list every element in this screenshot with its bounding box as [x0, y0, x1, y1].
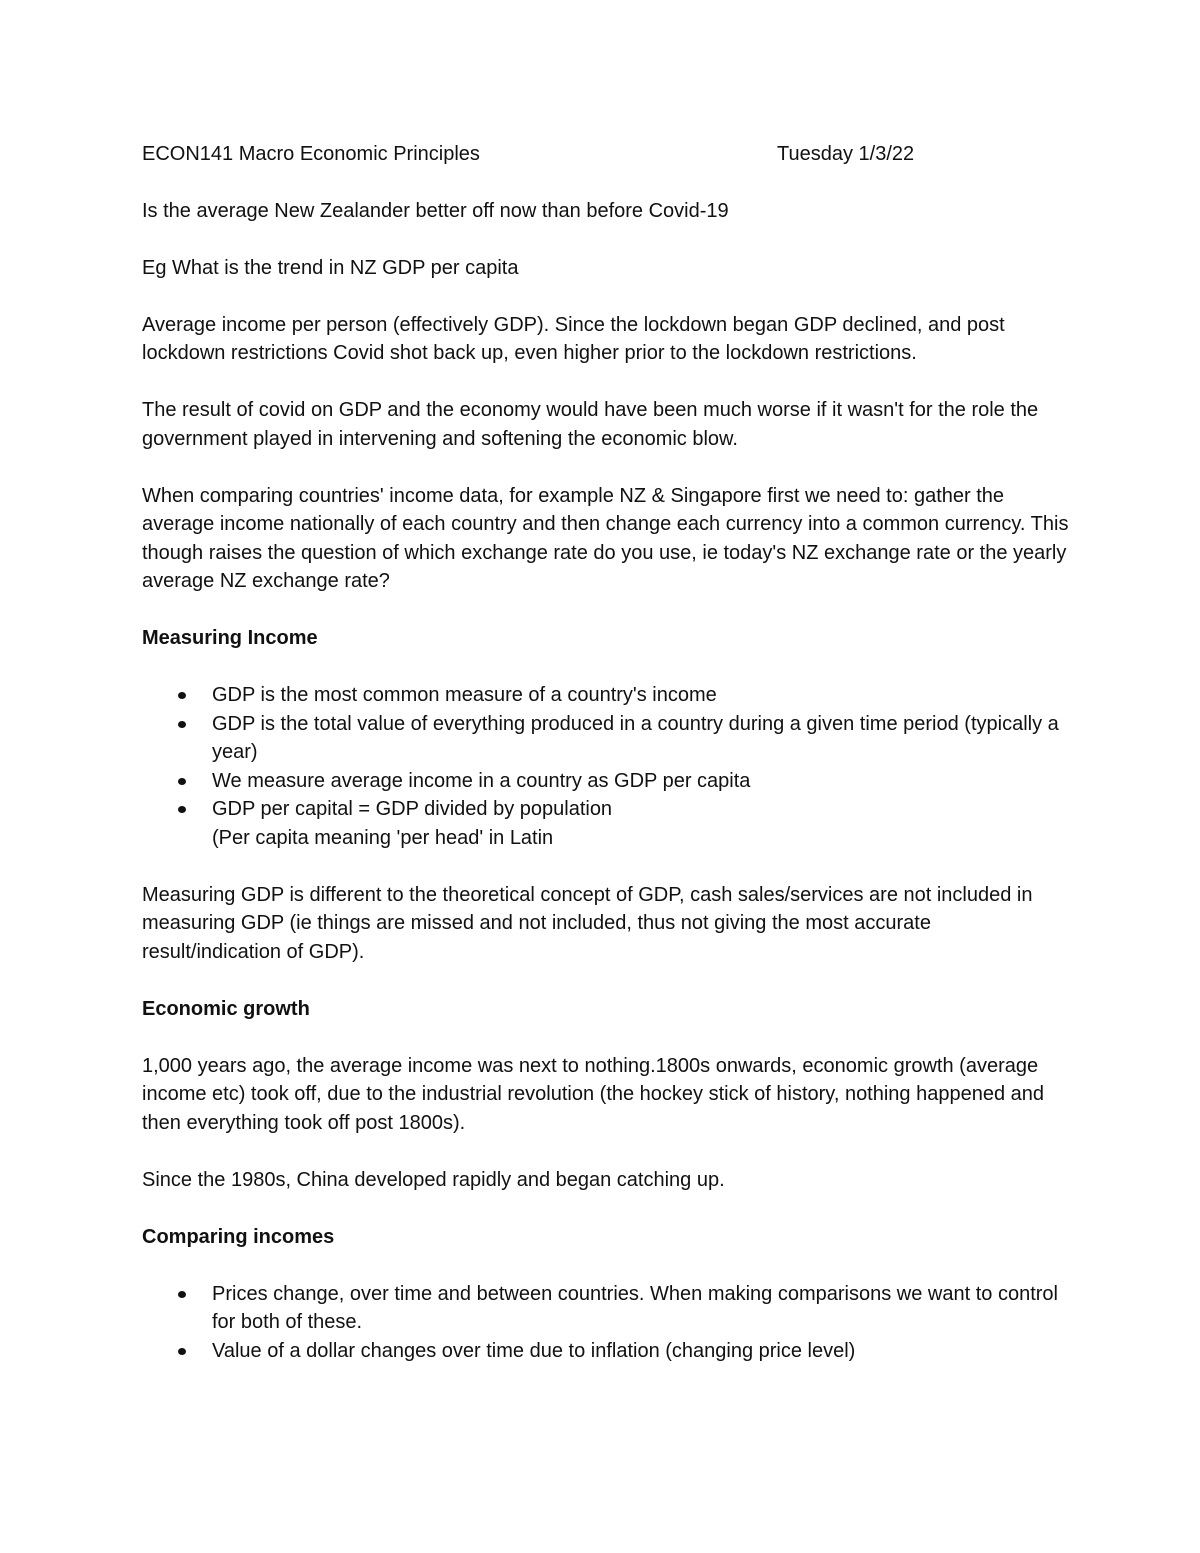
comparing-incomes-heading: Comparing incomes: [142, 1225, 335, 1248]
intro-paragraph-3: When comparing countries' income data, for example NZ & Singapore first we need to: gather the average income nationally of each country and then change each currency into a common currency. This though raises the question of which exchange rate do you use, ie today's NZ exchange rate or the yearly average NZ exchange rate?: [142, 484, 1069, 592]
list-item-note: (Per capita meaning 'per head' in Latin: [212, 826, 554, 849]
course-title: ECON141 Macro Economic Principles: [142, 143, 480, 165]
measuring-income-paragraph: Measuring GDP is different to the theoretical concept of GDP, cash sales/services are not included in measuring GDP (ie things are missed and not included, thus not giving the most accurate result/indication of GDP).: [142, 883, 1033, 963]
list-item: [142, 767, 1072, 796]
list-item: [142, 1280, 1072, 1337]
bullet-icon: [178, 1291, 186, 1298]
document-header: [142, 140, 1072, 169]
measuring-income-heading: Measuring Income: [142, 627, 318, 649]
comparing-incomes-list: [142, 1280, 1072, 1366]
intro-question: Is the average New Zealander better off now than before Covid-19: [142, 199, 729, 222]
intro-paragraph-2: The result of covid on GDP and the economy would have been much worse if it wasn't for the role the government played in intervening and softening the economic blow.: [142, 399, 1039, 450]
economic-growth-heading: Economic growth: [142, 997, 310, 1020]
list-item-text: GDP per capital = GDP divided by population: [212, 798, 613, 820]
list-item: [142, 1337, 1072, 1366]
lecture-date: Tuesday 1/3/22: [777, 143, 915, 165]
bullet-icon: [178, 778, 186, 785]
bullet-icon: [178, 806, 186, 813]
list-item: [142, 710, 1072, 767]
list-item: [142, 795, 1072, 852]
intro-example: Eg What is the trend in NZ GDP per capita: [142, 256, 519, 279]
bullet-icon: [178, 1348, 186, 1355]
document-page: [142, 140, 1072, 1394]
measuring-income-list: [142, 681, 1072, 852]
list-item: [142, 681, 1072, 710]
bullet-icon: [178, 692, 186, 699]
economic-growth-paragraph-2: Since the 1980s, China developed rapidly and began catching up.: [142, 1168, 725, 1191]
bullet-icon: [178, 721, 186, 728]
list-item-text: Value of a dollar changes over time due to inflation (changing price level): [212, 1339, 856, 1362]
intro-paragraph-1: Average income per person (effectively GDP). Since the lockdown began GDP declined, and post lockdown restrictions Covid shot back up, even higher prior to the lockdown restrictions.: [142, 313, 1005, 364]
list-item-text: We measure average income in a country as GDP per capita: [212, 769, 751, 792]
list-item-text: GDP is the total value of everything produced in a country during a given time period (typically a year): [212, 712, 1059, 763]
list-item-text: Prices change, over time and between countries. When making comparisons we want to control for both of these.: [212, 1282, 1058, 1333]
economic-growth-paragraph-1: 1,000 years ago, the average income was next to nothing.1800s onwards, economic growth (average income etc) took off, due to the industrial revolution (the hockey stick of history, nothing happened and then everything took off post 1800s).: [142, 1054, 1045, 1134]
list-item-text: GDP is the most common measure of a country's income: [212, 684, 717, 706]
